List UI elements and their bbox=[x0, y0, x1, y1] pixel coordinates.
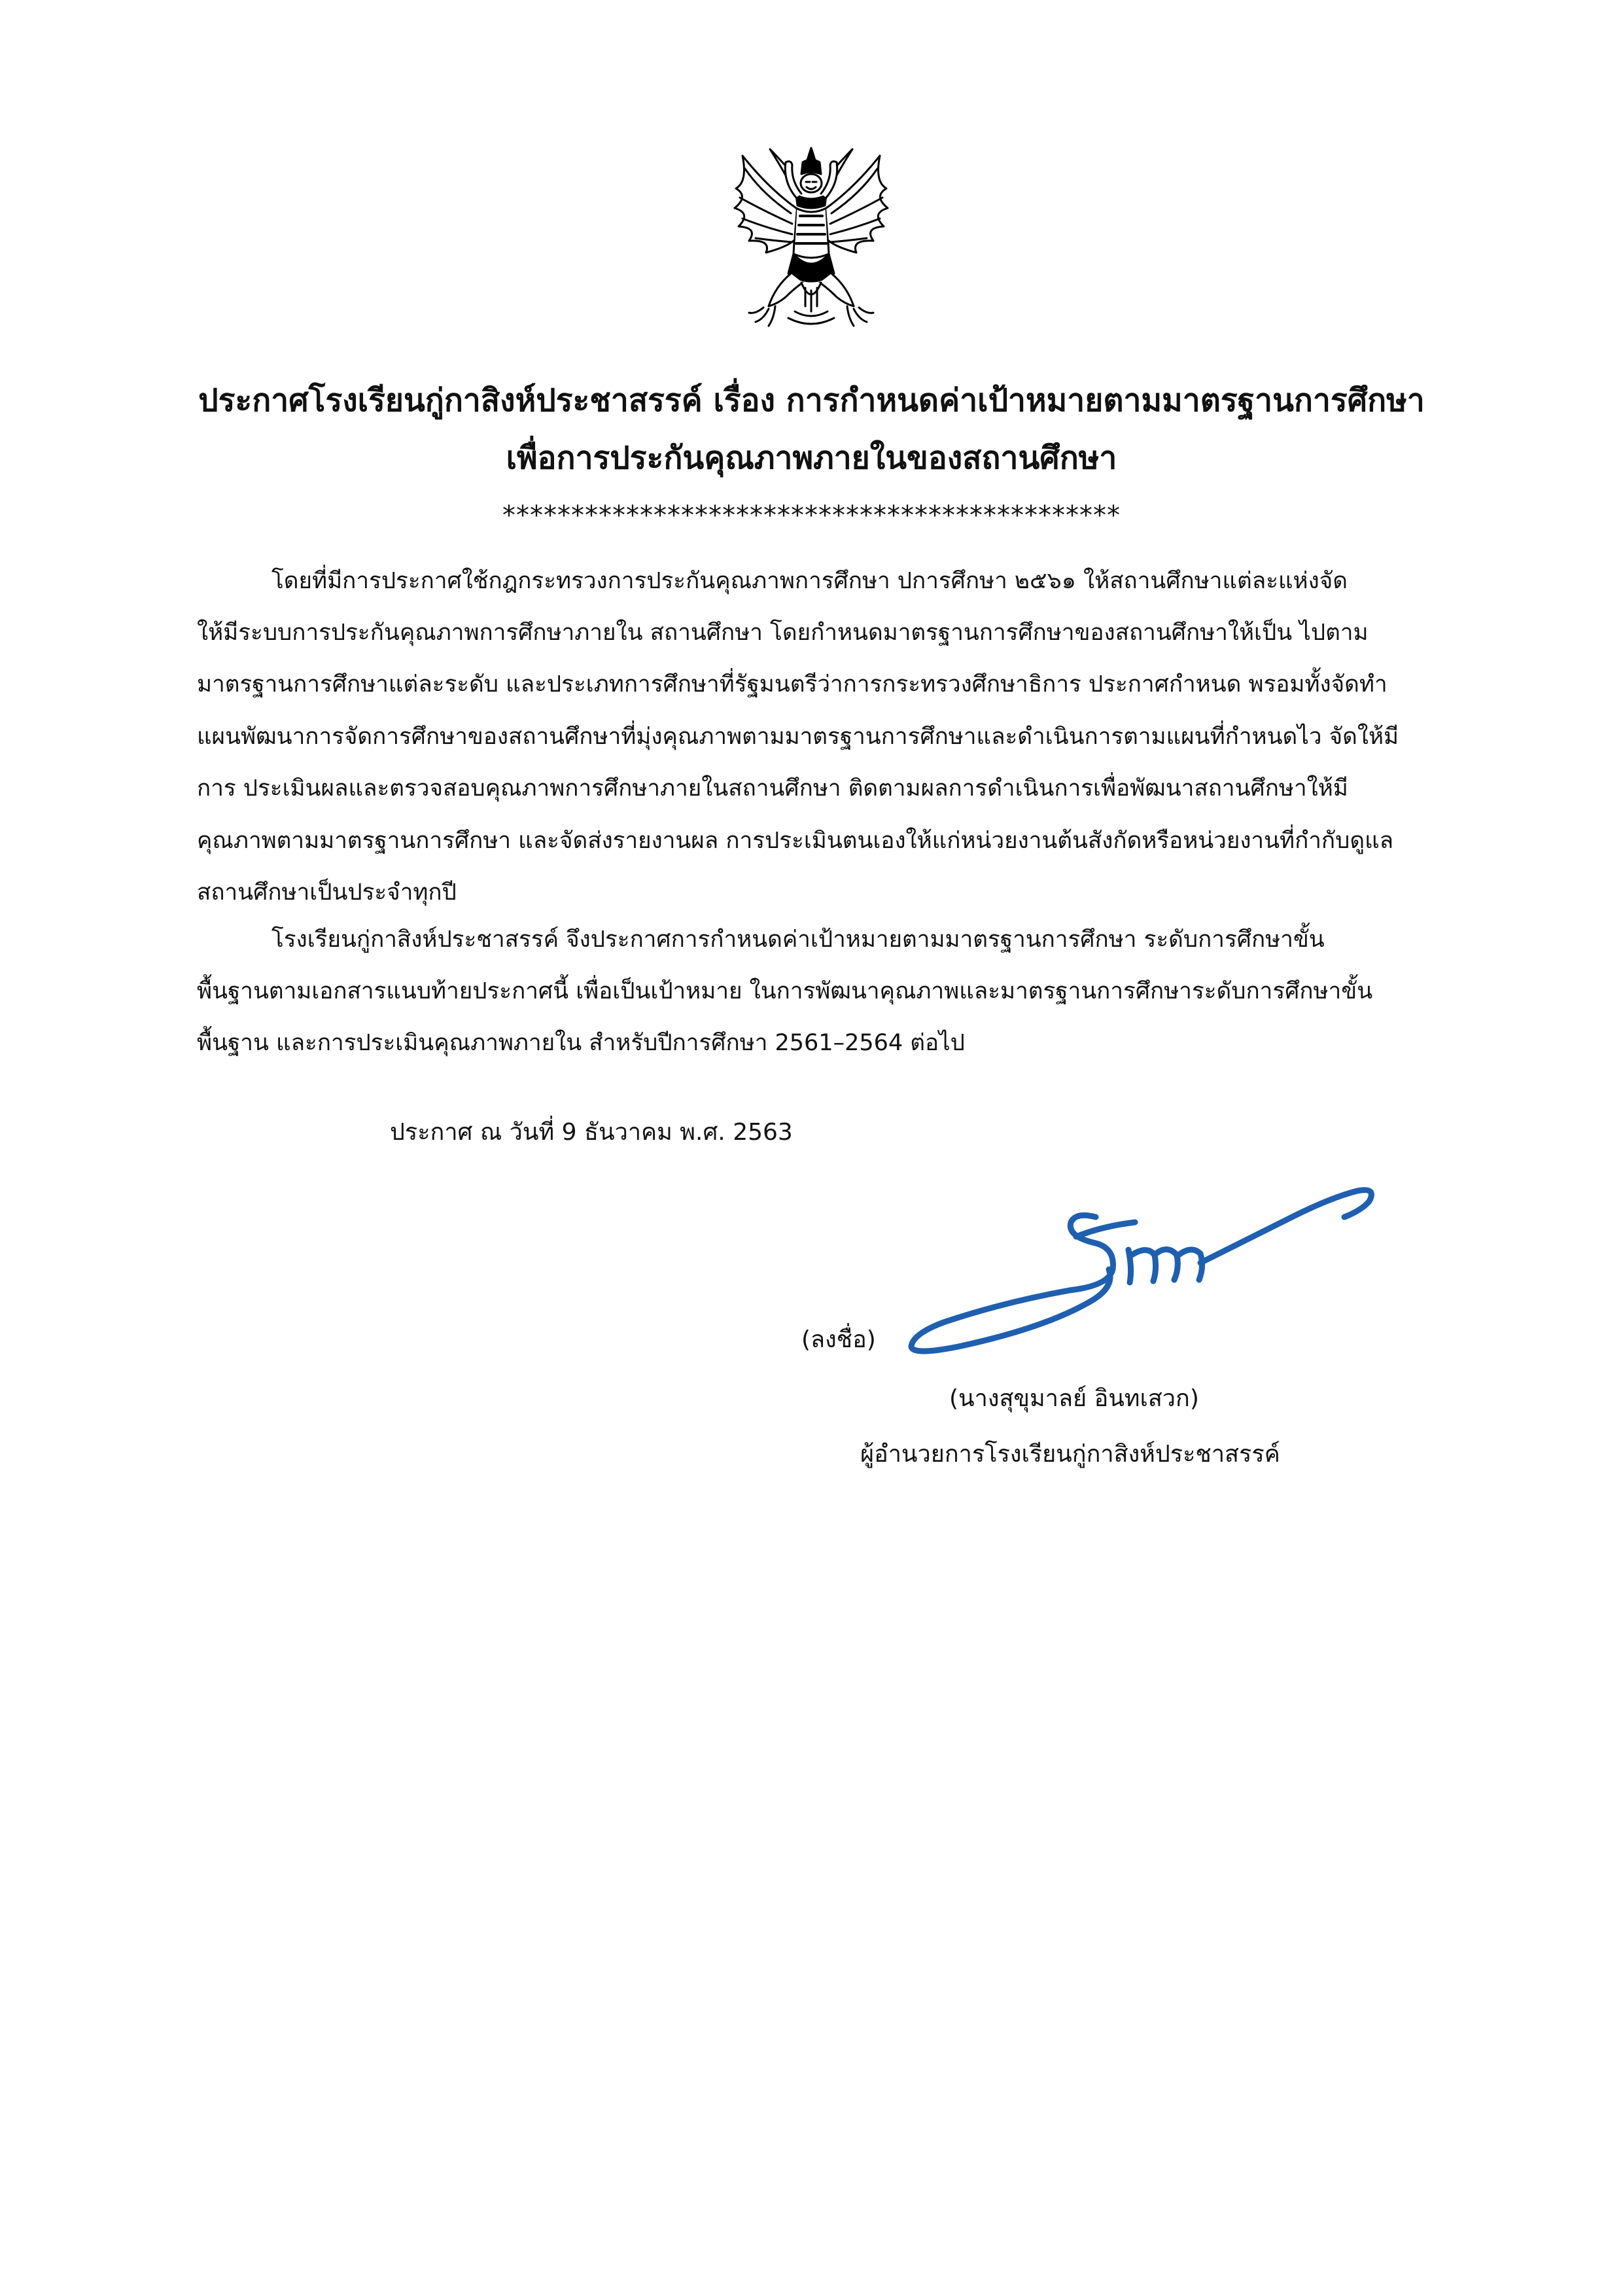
paragraph-2-line-2: พื้นฐานตามเอกสารแนบท้ายประกาศนี้ เพื่อเป็นเป้าหมาย ในการพัฒนาคุณภาพและมาตรฐานการศึกษาระดับการศึกษาขั้น bbox=[197, 978, 1373, 1004]
separator-asterisks: ********************************************* bbox=[502, 501, 1121, 531]
signer-name: (นางสุขุมาลย์ อินทเสวก) bbox=[949, 1385, 1199, 1412]
paragraph-1-line-4: แผนพัฒนาการจัดการศึกษาของสถานศึกษาที่มุ่งคุณภาพตามมาตรฐานการศึกษาและดำเนินการตามแผนที่กำหนดไว จัดให้มี bbox=[197, 724, 1399, 750]
signer-position: ผู้อำนวยการโรงเรียนกู่กาสิงห์ประชาสรรค์ bbox=[860, 1441, 1280, 1468]
garuda-emblem-icon bbox=[723, 143, 899, 332]
paragraph-1-line-7: สถานศึกษาเป็นประจำทุกปี bbox=[197, 879, 457, 906]
paragraph-1-line-2: ให้มีระบบการประกันคุณภาพการศึกษาภายใน สถานศึกษา โดยกำหนดมาตรฐานการศึกษาของสถานศึกษาให้เป็น ไปตาม bbox=[197, 620, 1369, 646]
signature-label: (ลงชื่อ) bbox=[801, 1326, 876, 1353]
signature-image bbox=[899, 1171, 1397, 1354]
paragraph-2-line-1: โรงเรียนกู่กาสิงห์ประชาสรรค์ จึงประกาศการกำหนดค่าเป้าหมายตามมาตรฐานการศึกษา ระดับการศึกษาขั้น bbox=[271, 927, 1325, 953]
announcement-date: ประกาศ ณ วันที่ 9 ธันวาคม พ.ศ. 2563 bbox=[390, 1119, 793, 1146]
paragraph-2-line-3: พื้นฐาน และการประเมินคุณภาพภายใน สำหรับปีการศึกษา 2561–2564 ต่อไป bbox=[197, 1030, 965, 1056]
paragraph-1-line-3: มาตรฐานการศึกษาแต่ละระดับ และประเภทการศึกษาที่รัฐมนตรีว่าการกระทรวงศึกษาธิการ ประกาศกำหนด พรอมทั้งจัดทำ bbox=[197, 671, 1387, 698]
paragraph-1-line-1: โดยที่มีการประกาศใช้กฎกระทรวงการประกันคุณภาพการศึกษา ปการศึกษา ๒๕๖๑ ให้สถานศึกษาแต่ละแห่งจัด bbox=[271, 568, 1348, 594]
paragraph-1-line-5: การ ประเมินผลและตรวจสอบคุณภาพการศึกษาภายในสถานศึกษา ติดตามผลการดำเนินการเพื่อพัฒนาสถานศึกษาให้มี bbox=[197, 775, 1348, 802]
announcement-title-line-1: ประกาศโรงเรียนกู่กาสิงห์ประชาสรรค์ เรื่อง การกำหนดค่าเป้าหมายตามมาตรฐานการศึกษา bbox=[198, 382, 1425, 419]
announcement-title-line-2: เพื่อการประกันคุณภาพภายในของสถานศึกษา bbox=[506, 440, 1117, 476]
paragraph-1-line-6: คุณภาพตามมาตรฐานการศึกษา และจัดส่งรายงานผล การประเมินตนเองให้แก่หน่วยงานต้นสังกัดหรือหน่วยงานที่กำกับดูแล bbox=[197, 828, 1394, 854]
